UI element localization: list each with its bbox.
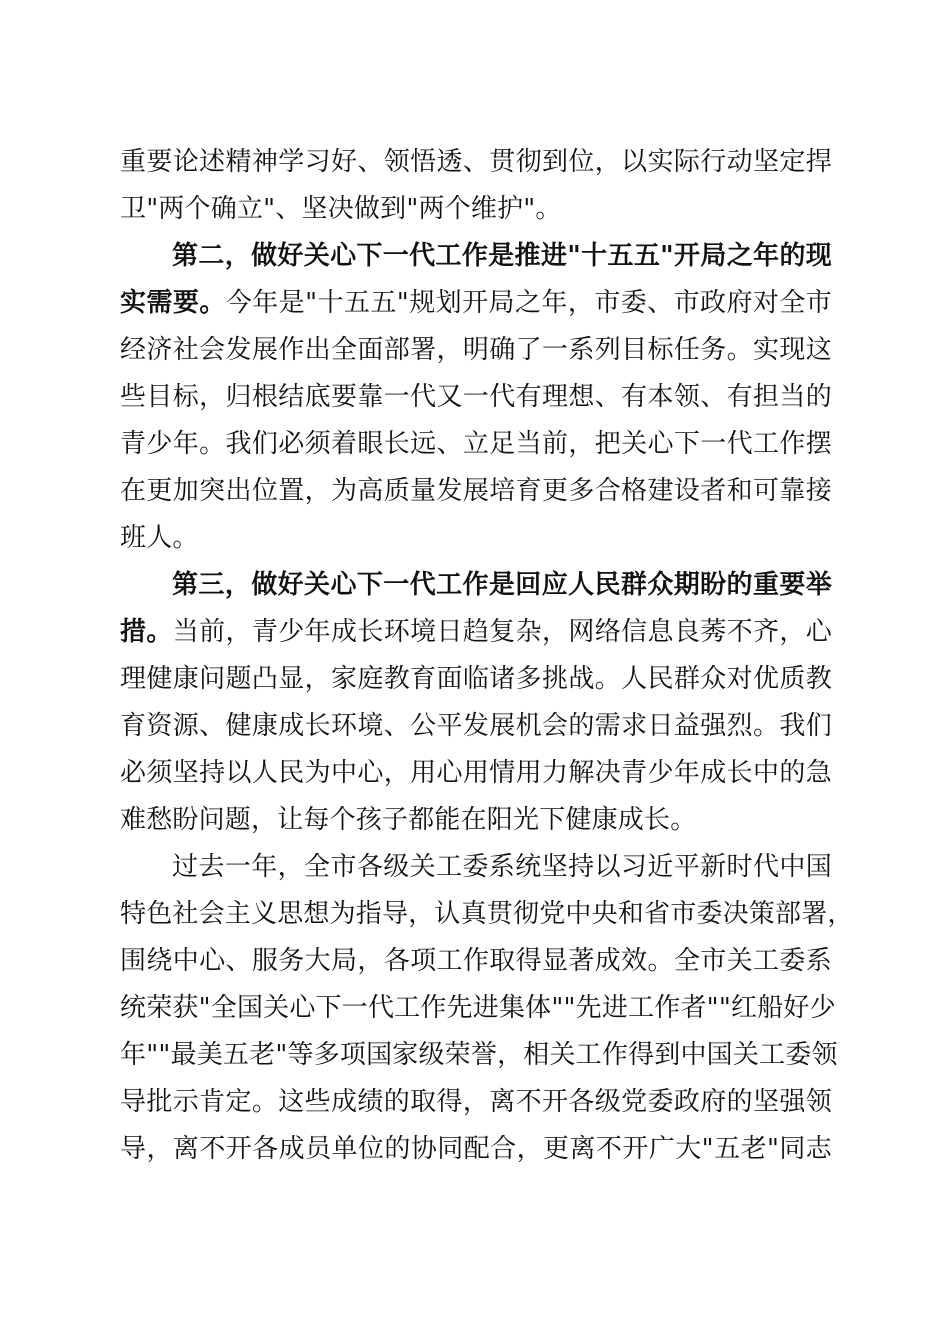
text-line: 班人。: [120, 523, 199, 553]
text-line: 在更加突出位置，为高质量发展培育更多合格建设者和可靠接: [120, 476, 832, 506]
text-line: 特色社会主义思想为指导，认真贯彻党中央和省市委决策部署，: [120, 899, 854, 929]
text-line: 经济社会发展作出全面部署，明确了一系列目标任务。实现这: [120, 335, 832, 365]
text-line: 导，离不开各成员单位的协同配合，更离不开广大"五老"同志: [120, 1134, 832, 1164]
paragraph-heading: 第三，做好关心下一代工作是回应人民群众期盼的重要举: [172, 570, 832, 600]
text-line: 难愁盼问题，让每个孩子都能在阳光下健康成长。: [120, 805, 697, 835]
text-line: 年""最美五老"等多项国家级荣誉，相关工作得到中国关工委领: [120, 1040, 838, 1070]
text-line: 必须坚持以人民为中心，用心用情用力解决青少年成长中的急: [120, 758, 832, 788]
text-run: 今年是"十五五"规划开局之年，市委、市政府对全市: [225, 288, 832, 318]
text-run: 当前，青少年成长环境日趋复杂，网络信息良莠不齐，心: [172, 617, 832, 647]
text-line: [120, 281, 832, 325]
text-line: 育资源、健康成长环境、公平发展机会的需求日益强烈。我们: [120, 711, 832, 741]
text-line: 理健康问题凸显，家庭教育面临诸多挑战。人民群众对优质教: [120, 664, 832, 694]
text-line: 些目标，归根结底要靠一代又一代有理想、有本领、有担当的: [120, 382, 832, 412]
text-line: 导批示肯定。这些成绩的取得，离不开各级党委政府的坚强领: [120, 1087, 832, 1117]
paragraph-heading: 第二，做好关心下一代工作是推进"十五五"开局之年的现: [172, 241, 832, 271]
text-line: 卫"两个确立"、坚决做到"两个维护"。: [120, 194, 562, 224]
text-line: 围绕中心、服务大局，各项工作取得显著成效。全市关工委系: [120, 946, 832, 976]
text-line: 青少年。我们必须着眼长远、立足当前，把关心下一代工作摆: [120, 429, 832, 459]
paragraph-heading-end: 实需要。: [120, 288, 226, 318]
text-line: [120, 610, 832, 654]
paragraph-heading-end: 措。: [120, 617, 173, 647]
text-line: 过去一年，全市各级关工委系统坚持以习近平新时代中国: [172, 852, 832, 882]
text-line: 重要论述精神学习好、领悟透、贯彻到位，以实际行动坚定捍: [120, 147, 832, 177]
text-line: 统荣获"全国关心下一代工作先进集体""先进工作者""红船好少: [120, 993, 836, 1023]
